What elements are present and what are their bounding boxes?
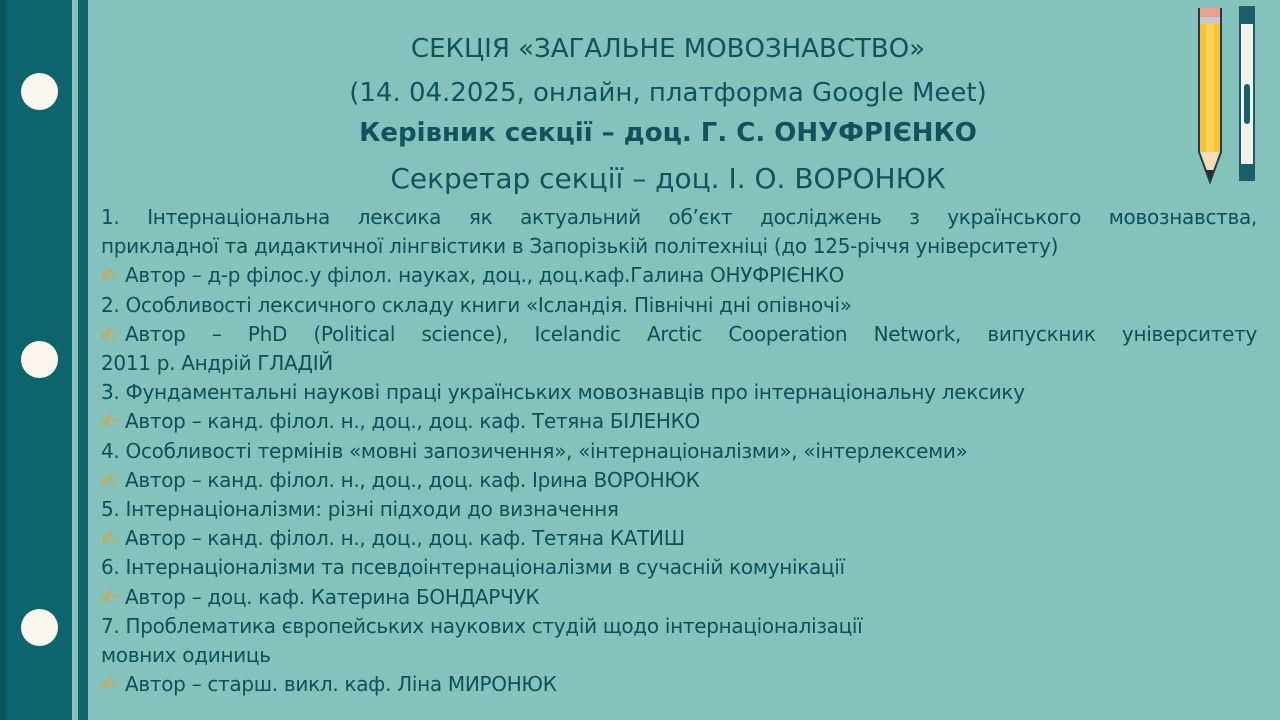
writing-hand-icon: ✍ (101, 526, 118, 551)
author-text: Автор – старш. викл. каф. Ліна МИРОНЮК (125, 672, 557, 697)
program-item-title: 5. Інтернаціоналізми: різні підходи до визначення (101, 497, 619, 522)
program-item-author (101, 261, 1257, 290)
writing-hand-icon: ✍ (101, 584, 118, 609)
author-text: 2011 р. Андрій ГЛАДІЙ (101, 351, 333, 376)
author-text: Автор – канд. філол. н., доц., доц. каф. Тетяна КАТИШ (125, 526, 685, 551)
author-text: Автор – д-р філос.у філол. науках, доц., доц.каф.Галина ОНУФРІЄНКО (125, 263, 845, 288)
section-secretary: Секретар секції – доц. І. О. ВОРОНЮК (390, 162, 946, 195)
binder-hole-icon (21, 341, 58, 378)
author-text: Автор – PhD (Political science), Icelandic Arctic Cooperation Network, випускник університету (125, 321, 1257, 346)
pencil-icon (1196, 8, 1224, 188)
section-title: СЕКЦІЯ «ЗАГАЛЬНЕ МОВОЗНАВСТВО» (410, 34, 926, 64)
binder-shadow (0, 0, 6, 720)
author-text: Автор – канд. філол. н., доц., доц. каф. Тетяна БІЛЕНКО (125, 409, 701, 434)
program-item-author (101, 466, 1257, 495)
program-item-title: мовних одиниць (101, 643, 271, 668)
program-item-author (101, 670, 1257, 699)
program-item-title: 2. Особливості лексичного складу книги «Ісландія. Північні дні опівночі» (101, 292, 852, 317)
program-item-title: 6. Інтернаціоналізми та псевдоінтернаціоналізми в сучасній комунікації (101, 555, 845, 580)
writing-hand-icon: ✍ (101, 409, 118, 434)
program-item-author (101, 583, 1257, 612)
binder-hole-icon (21, 609, 58, 646)
author-text: Автор – канд. філол. н., доц., доц. каф. Ірина ВОРОНЮК (125, 467, 700, 492)
program-item-title: 1. Інтернаціональна лексика як актуальний об’єкт досліджень з українського мовознавства, (101, 205, 1257, 229)
program-item-title: 4. Особливості термінів «мовні запозичення», «інтернаціоналізми», «інтерлексеми» (101, 438, 968, 463)
program-item-title: прикладної та дидактичної лінгвістики в Запорізькій політехніці (до 125-річчя університету) (101, 234, 1059, 259)
writing-hand-icon: ✍ (101, 321, 118, 346)
program-item-author (101, 320, 1257, 349)
binder-edge-dark (78, 0, 88, 720)
section-date: (14. 04.2025, онлайн, платформа Google Meet) (349, 78, 987, 108)
program-item-author (101, 349, 1257, 378)
writing-hand-icon: ✍ (101, 467, 118, 492)
section-head: Керівник секції – доц. Г. С. ОНУФРІЄНКО (359, 118, 977, 148)
program-list (101, 203, 1257, 699)
program-item-title: 3. Фундаментальні наукові праці українських мовознавців про інтернаціональну лексику (101, 380, 1025, 405)
writing-hand-icon: ✍ (101, 263, 118, 288)
writing-hand-icon: ✍ (101, 672, 118, 697)
program-item-author (101, 524, 1257, 553)
program-item-author (101, 407, 1257, 436)
marker-icon (1238, 6, 1256, 181)
program-item-title: 7. Проблематика європейських наукових студій щодо інтернаціоналізації (101, 613, 863, 638)
binder-hole-icon (21, 73, 58, 110)
author-text: Автор – доц. каф. Катерина БОНДАРЧУК (125, 584, 540, 609)
